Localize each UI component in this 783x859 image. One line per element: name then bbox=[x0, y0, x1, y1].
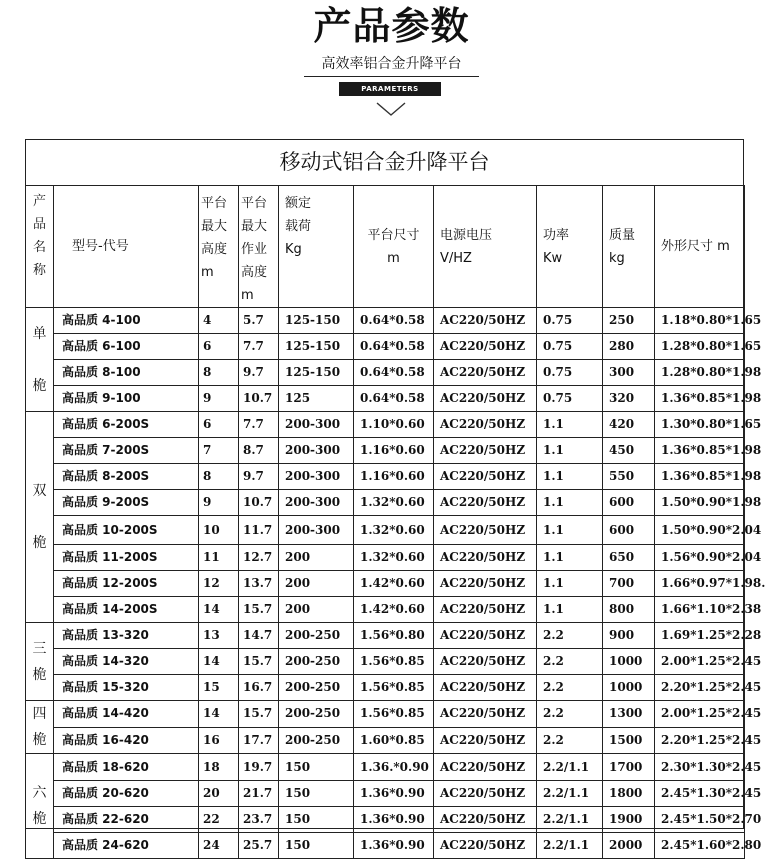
value-cell: 125-150 bbox=[279, 360, 354, 386]
value-cell: 2.30*1.30*2.45 bbox=[655, 754, 745, 781]
page-title: 产品参数 bbox=[313, 4, 470, 48]
table-row bbox=[26, 833, 745, 859]
header-weight bbox=[603, 186, 655, 308]
subtitle-underline bbox=[304, 76, 479, 77]
table-row bbox=[26, 807, 745, 833]
table-row bbox=[26, 701, 745, 728]
value-cell: 200-300 bbox=[279, 516, 354, 545]
value-cell: 12 bbox=[199, 571, 239, 597]
header-line: 平台 bbox=[241, 196, 268, 211]
header-rated-load bbox=[279, 186, 354, 308]
header-platform-size bbox=[354, 186, 434, 308]
value-cell: 2.2/1.1 bbox=[537, 754, 603, 781]
value-cell: 4 bbox=[199, 308, 239, 334]
table-row bbox=[26, 649, 745, 675]
value-cell: 17.7 bbox=[239, 727, 279, 754]
value-cell: 1.28*0.80*1.98 bbox=[655, 360, 745, 386]
value-cell: 2.00*1.25*2.45 bbox=[655, 701, 745, 728]
value-cell: 1.66*1.10*2.38 bbox=[655, 597, 745, 623]
value-cell: AC220/50HZ bbox=[434, 334, 537, 360]
value-cell: 2.20*1.25*2.45 bbox=[655, 675, 745, 701]
group-label: 六 桅 bbox=[26, 754, 54, 859]
value-cell: 2.2 bbox=[537, 649, 603, 675]
parameters-badge: PARAMETERS bbox=[339, 82, 441, 96]
model-cell: 高品质 14-320 bbox=[54, 649, 199, 675]
value-cell: AC220/50HZ bbox=[434, 781, 537, 807]
value-cell: 1.1 bbox=[537, 545, 603, 571]
value-cell: 1.56*0.90*2.04 bbox=[655, 545, 745, 571]
value-cell: 8 bbox=[199, 360, 239, 386]
header-max-platform-height bbox=[199, 186, 239, 308]
value-cell: 125 bbox=[279, 386, 354, 412]
value-cell: 1.1 bbox=[537, 490, 603, 516]
header-max-working-height bbox=[239, 186, 279, 308]
value-cell: 1.69*1.25*2.28 bbox=[655, 623, 745, 649]
value-cell: 1.36.*0.90 bbox=[354, 754, 434, 781]
table-row bbox=[26, 727, 745, 754]
header-line: m bbox=[241, 288, 254, 303]
value-cell: 22 bbox=[199, 807, 239, 833]
header-line: 作业 bbox=[241, 242, 268, 257]
value-cell: 1.1 bbox=[537, 438, 603, 464]
value-cell: 0.64*0.58 bbox=[354, 308, 434, 334]
value-cell: 0.64*0.58 bbox=[354, 386, 434, 412]
value-cell: 20 bbox=[199, 781, 239, 807]
value-cell: 19.7 bbox=[239, 754, 279, 781]
table-row bbox=[26, 412, 745, 438]
header-line: Kw bbox=[543, 250, 563, 266]
value-cell: 2.2 bbox=[537, 675, 603, 701]
value-cell: 200-250 bbox=[279, 701, 354, 728]
group-label: 三 桅 bbox=[26, 623, 54, 701]
value-cell: 0.75 bbox=[537, 334, 603, 360]
value-cell: 14 bbox=[199, 597, 239, 623]
header-line: 电源电压 bbox=[440, 227, 493, 243]
value-cell: 15.7 bbox=[239, 649, 279, 675]
header-line: 品 bbox=[32, 217, 46, 232]
value-cell: 2.2/1.1 bbox=[537, 807, 603, 833]
value-cell: 150 bbox=[279, 754, 354, 781]
value-cell: 0.75 bbox=[537, 308, 603, 334]
value-cell: 1.56*0.85 bbox=[354, 701, 434, 728]
value-cell: 1.18*0.80*1.65 bbox=[655, 308, 745, 334]
value-cell: 7.7 bbox=[239, 412, 279, 438]
value-cell: 16 bbox=[199, 727, 239, 754]
header-line: 最大 bbox=[201, 219, 228, 234]
table-row bbox=[26, 438, 745, 464]
value-cell: 1.16*0.60 bbox=[354, 464, 434, 490]
value-cell: AC220/50HZ bbox=[434, 360, 537, 386]
value-cell: 9 bbox=[199, 490, 239, 516]
value-cell: 125-150 bbox=[279, 308, 354, 334]
value-cell: 200 bbox=[279, 597, 354, 623]
group-label: 单 桅 bbox=[26, 308, 54, 412]
value-cell: 1.50*0.90*2.04 bbox=[655, 516, 745, 545]
value-cell: AC220/50HZ bbox=[434, 464, 537, 490]
value-cell: AC220/50HZ bbox=[434, 386, 537, 412]
value-cell: 600 bbox=[603, 516, 655, 545]
value-cell: 15.7 bbox=[239, 597, 279, 623]
value-cell: 1500 bbox=[603, 727, 655, 754]
table-row bbox=[26, 754, 745, 781]
value-cell: 0.64*0.58 bbox=[354, 334, 434, 360]
value-cell: 10.7 bbox=[239, 386, 279, 412]
value-cell: 1.28*0.80*1.65 bbox=[655, 334, 745, 360]
model-cell: 高品质 13-320 bbox=[54, 623, 199, 649]
model-cell: 高品质 14-420 bbox=[54, 701, 199, 728]
value-cell: 7.7 bbox=[239, 334, 279, 360]
model-cell: 高品质 16-420 bbox=[54, 727, 199, 754]
value-cell: 2000 bbox=[603, 833, 655, 859]
header-line: 平台 bbox=[201, 196, 228, 211]
value-cell: 200 bbox=[279, 545, 354, 571]
value-cell: AC220/50HZ bbox=[434, 571, 537, 597]
header-line: 平台尺寸 bbox=[367, 227, 420, 243]
header-line: 质量 bbox=[609, 227, 636, 243]
model-cell: 高品质 4-100 bbox=[54, 308, 199, 334]
value-cell: 1.30*0.80*1.65 bbox=[655, 412, 745, 438]
table-row bbox=[26, 597, 745, 623]
value-cell: 550 bbox=[603, 464, 655, 490]
table-row bbox=[26, 516, 745, 545]
group-label: 四 桅 bbox=[26, 701, 54, 754]
value-cell: AC220/50HZ bbox=[434, 438, 537, 464]
value-cell: 2.00*1.25*2.45 bbox=[655, 649, 745, 675]
value-cell: 200-250 bbox=[279, 675, 354, 701]
value-cell: 200 bbox=[279, 571, 354, 597]
value-cell: 1.1 bbox=[537, 571, 603, 597]
chevron-down-icon bbox=[371, 100, 411, 118]
value-cell: 280 bbox=[603, 334, 655, 360]
value-cell: 13.7 bbox=[239, 571, 279, 597]
value-cell: 1.32*0.60 bbox=[354, 516, 434, 545]
value-cell: 200-300 bbox=[279, 464, 354, 490]
group-label: 双 桅 bbox=[26, 412, 54, 623]
model-cell: 高品质 7-200S bbox=[54, 438, 199, 464]
value-cell: 5.7 bbox=[239, 308, 279, 334]
value-cell: 800 bbox=[603, 597, 655, 623]
header-line: 最大 bbox=[241, 219, 268, 234]
value-cell: 1.36*0.90 bbox=[354, 807, 434, 833]
value-cell: 2.2 bbox=[537, 727, 603, 754]
spec-table bbox=[25, 185, 766, 859]
model-cell: 高品质 18-620 bbox=[54, 754, 199, 781]
model-cell: 高品质 11-200S bbox=[54, 545, 199, 571]
value-cell: 18 bbox=[199, 754, 239, 781]
value-cell: 450 bbox=[603, 438, 655, 464]
header-line: m bbox=[201, 265, 214, 280]
value-cell: 150 bbox=[279, 833, 354, 859]
value-cell: 21.7 bbox=[239, 781, 279, 807]
header-power bbox=[537, 186, 603, 308]
value-cell: AC220/50HZ bbox=[434, 412, 537, 438]
value-cell: 200-250 bbox=[279, 727, 354, 754]
header-line: 功率 bbox=[543, 227, 570, 243]
value-cell: AC220/50HZ bbox=[434, 308, 537, 334]
value-cell: 1700 bbox=[603, 754, 655, 781]
value-cell: 200-250 bbox=[279, 649, 354, 675]
table-row bbox=[26, 571, 745, 597]
value-cell: 16.7 bbox=[239, 675, 279, 701]
header-line: 额定 bbox=[285, 196, 312, 211]
header-line: 高度 bbox=[241, 265, 268, 280]
value-cell: 14.7 bbox=[239, 623, 279, 649]
table-row bbox=[26, 545, 745, 571]
value-cell: 11 bbox=[199, 545, 239, 571]
value-cell: 0.75 bbox=[537, 386, 603, 412]
value-cell: 1.50*0.90*1.98 bbox=[655, 490, 745, 516]
value-cell: 2.2/1.1 bbox=[537, 781, 603, 807]
model-cell: 高品质 20-620 bbox=[54, 781, 199, 807]
header-model: 型号-代号 bbox=[54, 186, 199, 308]
model-cell: 高品质 14-200S bbox=[54, 597, 199, 623]
value-cell: 1300 bbox=[603, 701, 655, 728]
value-cell: 650 bbox=[603, 545, 655, 571]
value-cell: 2.2/1.1 bbox=[537, 833, 603, 859]
header-power-voltage bbox=[434, 186, 537, 308]
value-cell: 11.7 bbox=[239, 516, 279, 545]
value-cell: 600 bbox=[603, 490, 655, 516]
value-cell: 15.7 bbox=[239, 701, 279, 728]
value-cell: AC220/50HZ bbox=[434, 623, 537, 649]
value-cell: 1800 bbox=[603, 781, 655, 807]
value-cell: AC220/50HZ bbox=[434, 701, 537, 728]
value-cell: 7 bbox=[199, 438, 239, 464]
value-cell: 320 bbox=[603, 386, 655, 412]
value-cell: 25.7 bbox=[239, 833, 279, 859]
model-cell: 高品质 15-320 bbox=[54, 675, 199, 701]
model-cell: 高品质 8-200S bbox=[54, 464, 199, 490]
value-cell: 10 bbox=[199, 516, 239, 545]
model-cell: 高品质 6-200S bbox=[54, 412, 199, 438]
table-row bbox=[26, 675, 745, 701]
value-cell: 1.36*0.85*1.98 bbox=[655, 464, 745, 490]
value-cell: AC220/50HZ bbox=[434, 516, 537, 545]
value-cell: AC220/50HZ bbox=[434, 490, 537, 516]
value-cell: 1.60*0.85 bbox=[354, 727, 434, 754]
value-cell: 700 bbox=[603, 571, 655, 597]
value-cell: 150 bbox=[279, 781, 354, 807]
table-header-row bbox=[26, 186, 745, 308]
table-row bbox=[26, 360, 745, 386]
value-cell: 200-300 bbox=[279, 490, 354, 516]
value-cell: AC220/50HZ bbox=[434, 675, 537, 701]
value-cell: 14 bbox=[199, 649, 239, 675]
value-cell: 12.7 bbox=[239, 545, 279, 571]
value-cell: AC220/50HZ bbox=[434, 754, 537, 781]
value-cell: 14 bbox=[199, 701, 239, 728]
value-cell: 2.20*1.25*2.45 bbox=[655, 727, 745, 754]
value-cell: AC220/50HZ bbox=[434, 597, 537, 623]
value-cell: 9.7 bbox=[239, 464, 279, 490]
value-cell: 9.7 bbox=[239, 360, 279, 386]
model-cell: 高品质 9-100 bbox=[54, 386, 199, 412]
header-line: 高度 bbox=[201, 242, 228, 257]
value-cell: 6 bbox=[199, 412, 239, 438]
table-row bbox=[26, 490, 745, 516]
header-product-name bbox=[26, 186, 54, 308]
table-row bbox=[26, 464, 745, 490]
value-cell: 1.36*0.85*1.98 bbox=[655, 438, 745, 464]
value-cell: 1.56*0.85 bbox=[354, 649, 434, 675]
header-line: kg bbox=[609, 250, 625, 266]
value-cell: 15 bbox=[199, 675, 239, 701]
model-cell: 高品质 9-200S bbox=[54, 490, 199, 516]
value-cell: 2.45*1.60*2.80 bbox=[655, 833, 745, 859]
value-cell: 1.1 bbox=[537, 464, 603, 490]
value-cell: 1.36*0.90 bbox=[354, 833, 434, 859]
value-cell: 1900 bbox=[603, 807, 655, 833]
value-cell: 200-250 bbox=[279, 623, 354, 649]
model-cell: 高品质 6-100 bbox=[54, 334, 199, 360]
value-cell: 1.10*0.60 bbox=[354, 412, 434, 438]
value-cell: 1.32*0.60 bbox=[354, 545, 434, 571]
model-cell: 高品质 24-620 bbox=[54, 833, 199, 859]
value-cell: 1.1 bbox=[537, 516, 603, 545]
value-cell: 1.42*0.60 bbox=[354, 597, 434, 623]
value-cell: 900 bbox=[603, 623, 655, 649]
value-cell: 125-150 bbox=[279, 334, 354, 360]
value-cell: 1000 bbox=[603, 649, 655, 675]
header-line: Kg bbox=[285, 242, 302, 257]
table-title: 移动式铝合金升降平台 bbox=[279, 150, 490, 174]
value-cell: 2.45*1.30*2.45 bbox=[655, 781, 745, 807]
model-cell: 高品质 22-620 bbox=[54, 807, 199, 833]
value-cell: 420 bbox=[603, 412, 655, 438]
value-cell: 0.75 bbox=[537, 360, 603, 386]
model-cell: 高品质 10-200S bbox=[54, 516, 199, 545]
header-outer-dimensions: 外形尺寸 m bbox=[655, 186, 745, 308]
header-line: V/HZ bbox=[440, 250, 472, 266]
value-cell: 6 bbox=[199, 334, 239, 360]
value-cell: 150 bbox=[279, 807, 354, 833]
value-cell: 8 bbox=[199, 464, 239, 490]
value-cell: 1.56*0.80 bbox=[354, 623, 434, 649]
model-cell: 高品质 8-100 bbox=[54, 360, 199, 386]
value-cell: 1.42*0.60 bbox=[354, 571, 434, 597]
table-row bbox=[26, 781, 745, 807]
header-line: 名 bbox=[32, 240, 46, 255]
value-cell: 24 bbox=[199, 833, 239, 859]
header-line: 产 bbox=[32, 194, 46, 209]
value-cell: AC220/50HZ bbox=[434, 649, 537, 675]
table-row bbox=[26, 623, 745, 649]
value-cell: 2.45*1.50*2.70 bbox=[655, 807, 745, 833]
header-line: 载荷 bbox=[285, 219, 312, 234]
header-line: 称 bbox=[32, 263, 46, 278]
value-cell: AC220/50HZ bbox=[434, 545, 537, 571]
model-cell: 高品质 12-200S bbox=[54, 571, 199, 597]
value-cell: 0.64*0.58 bbox=[354, 360, 434, 386]
value-cell: 1.56*0.85 bbox=[354, 675, 434, 701]
page-header bbox=[0, 0, 783, 140]
value-cell: 2.2 bbox=[537, 623, 603, 649]
value-cell: 10.7 bbox=[239, 490, 279, 516]
value-cell: AC220/50HZ bbox=[434, 833, 537, 859]
value-cell: 1.16*0.60 bbox=[354, 438, 434, 464]
value-cell: 1.66*0.97*1.98. bbox=[655, 571, 745, 597]
value-cell: 1.36*0.85*1.98 bbox=[655, 386, 745, 412]
value-cell: 1.1 bbox=[537, 597, 603, 623]
table-row bbox=[26, 334, 745, 360]
value-cell: 1000 bbox=[603, 675, 655, 701]
value-cell: AC220/50HZ bbox=[434, 807, 537, 833]
value-cell: 200-300 bbox=[279, 412, 354, 438]
value-cell: AC220/50HZ bbox=[434, 727, 537, 754]
value-cell: 300 bbox=[603, 360, 655, 386]
table-row bbox=[26, 308, 745, 334]
value-cell: 1.1 bbox=[537, 412, 603, 438]
table-row bbox=[26, 386, 745, 412]
value-cell: 8.7 bbox=[239, 438, 279, 464]
value-cell: 250 bbox=[603, 308, 655, 334]
value-cell: 9 bbox=[199, 386, 239, 412]
value-cell: 23.7 bbox=[239, 807, 279, 833]
value-cell: 13 bbox=[199, 623, 239, 649]
value-cell: 1.32*0.60 bbox=[354, 490, 434, 516]
value-cell: 2.2 bbox=[537, 701, 603, 728]
value-cell: 1.36*0.90 bbox=[354, 781, 434, 807]
page-subtitle: 高效率铝合金升降平台 bbox=[321, 56, 462, 72]
value-cell: 200-300 bbox=[279, 438, 354, 464]
header-line: m bbox=[387, 250, 400, 266]
